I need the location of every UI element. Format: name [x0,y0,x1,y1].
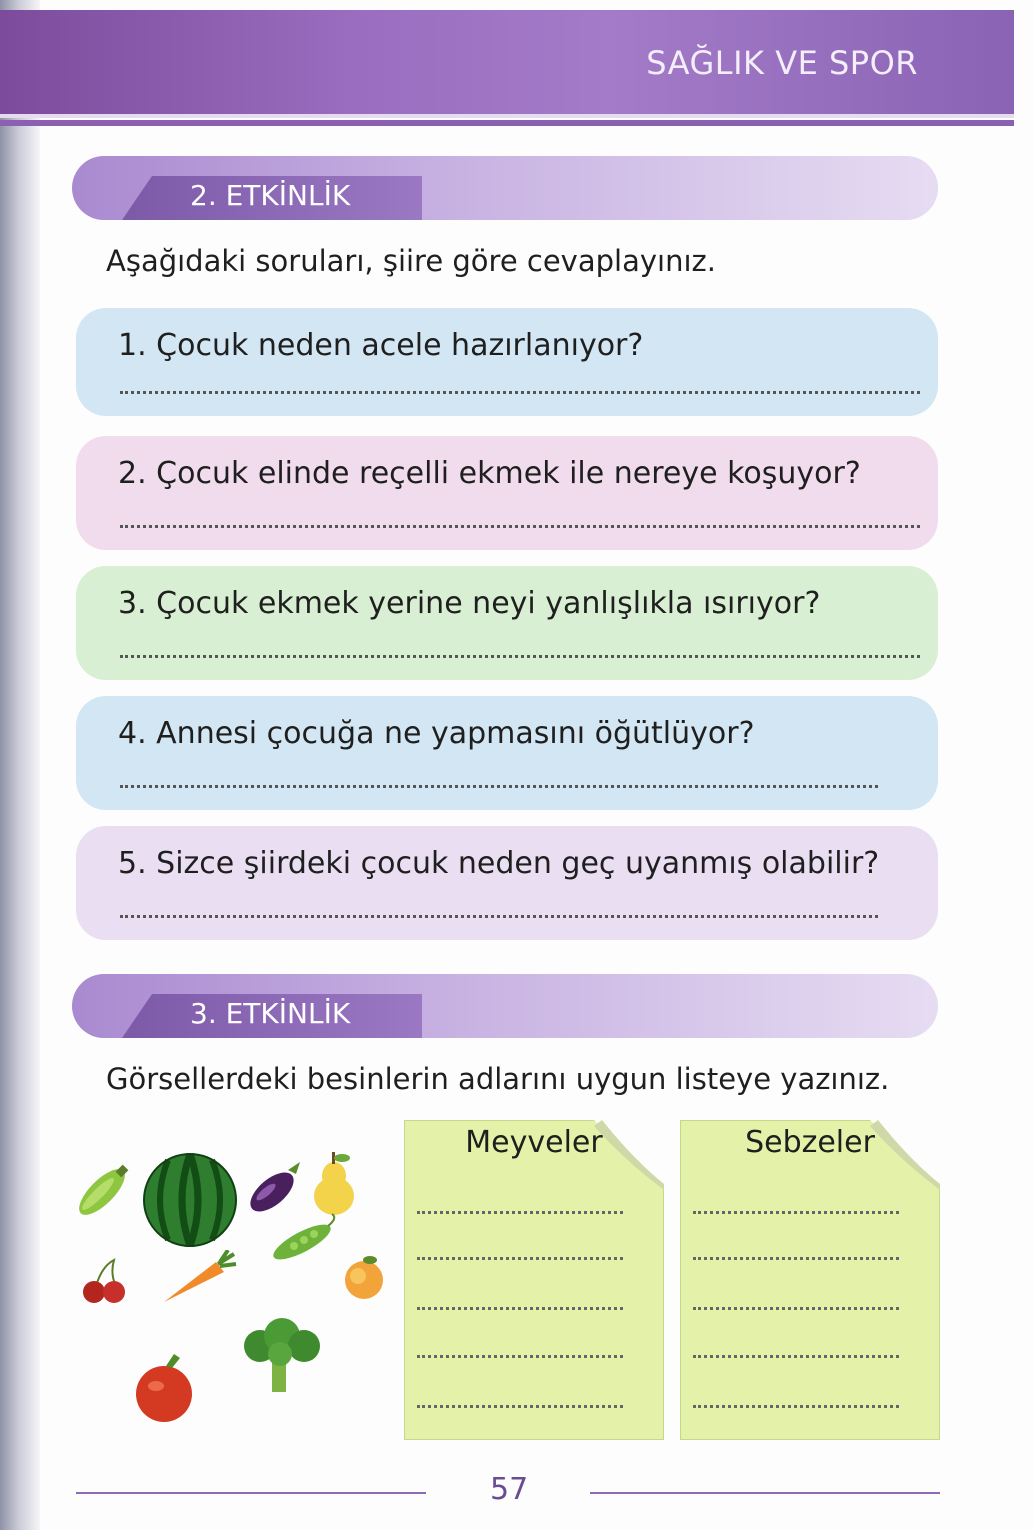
page-number: 57 [490,1472,529,1507]
question-3 [76,566,938,680]
fruit-answer-line[interactable] [417,1257,623,1260]
answer-2-line[interactable] [120,525,920,528]
carrot-icon [158,1250,238,1310]
pear-icon [308,1148,360,1216]
zucchini-icon [74,1160,134,1220]
tomato-icon [132,1350,198,1424]
vegetable-answer-line[interactable] [693,1405,899,1408]
vegetables-list-title: Sebzeler [745,1125,875,1160]
vegetable-answer-line[interactable] [693,1211,899,1214]
header-divider [0,120,1014,126]
watermelon-icon [140,1150,240,1250]
question-2-text: 2. Çocuk elinde reçelli ekmek ile nereye koşuyor? [118,456,861,491]
question-1 [76,308,938,416]
activity-3-label: 3. ETKİNLİK [190,997,351,1030]
unit-title: SAĞLIK VE SPOR [646,44,918,82]
question-5-text: 5. Sizce şiirdeki çocuk neden geç uyanmış olabilir? [118,846,880,881]
answer-3-line[interactable] [120,655,920,658]
answer-4-line[interactable] [120,785,878,788]
vegetable-answer-line[interactable] [693,1257,899,1260]
activity-2-label: 2. ETKİNLİK [190,179,351,212]
fruits-list-title: Meyveler [465,1125,603,1160]
eggplant-icon [246,1156,306,1216]
question-3-text: 3. Çocuk ekmek yerine neyi yanlışlıkla ısırıyor? [118,586,821,621]
header-divider [0,114,1014,118]
unit-header [0,10,1014,114]
fruit-answer-line[interactable] [417,1355,623,1358]
answer-5-line[interactable] [120,915,878,918]
broccoli-icon [230,1316,330,1396]
question-4-text: 4. Annesi çocuğa ne yapmasını öğütlüyor? [118,716,755,751]
question-1-text: 1. Çocuk neden acele hazırlanıyor? [118,328,644,363]
question-4 [76,696,938,810]
peas-icon [270,1212,340,1266]
peach-icon [342,1252,388,1302]
vegetables-list-card [680,1120,940,1440]
activity-2-banner [72,156,938,220]
fruit-answer-line[interactable] [417,1405,623,1408]
question-2 [76,436,938,550]
cherry-icon [76,1256,132,1306]
activity-3-instruction: Görsellerdeki besinlerin adlarını uygun listeye yazınız. [106,1062,890,1096]
footer-divider [76,1492,426,1494]
page-curl-icon [870,1120,940,1190]
fruit-answer-line[interactable] [417,1307,623,1310]
question-5 [76,826,938,940]
fruits-list-card [404,1120,664,1440]
fruit-answer-line[interactable] [417,1211,623,1214]
vegetable-answer-line[interactable] [693,1355,899,1358]
answer-1-line[interactable] [120,391,920,394]
footer-divider [590,1492,940,1494]
activity-2-instruction: Aşağıdaki soruları, şiire göre cevaplayınız. [106,244,716,278]
page-curl-icon [594,1120,664,1190]
activity-3-banner [72,974,938,1038]
book-spine [0,0,40,1530]
vegetable-answer-line[interactable] [693,1307,899,1310]
